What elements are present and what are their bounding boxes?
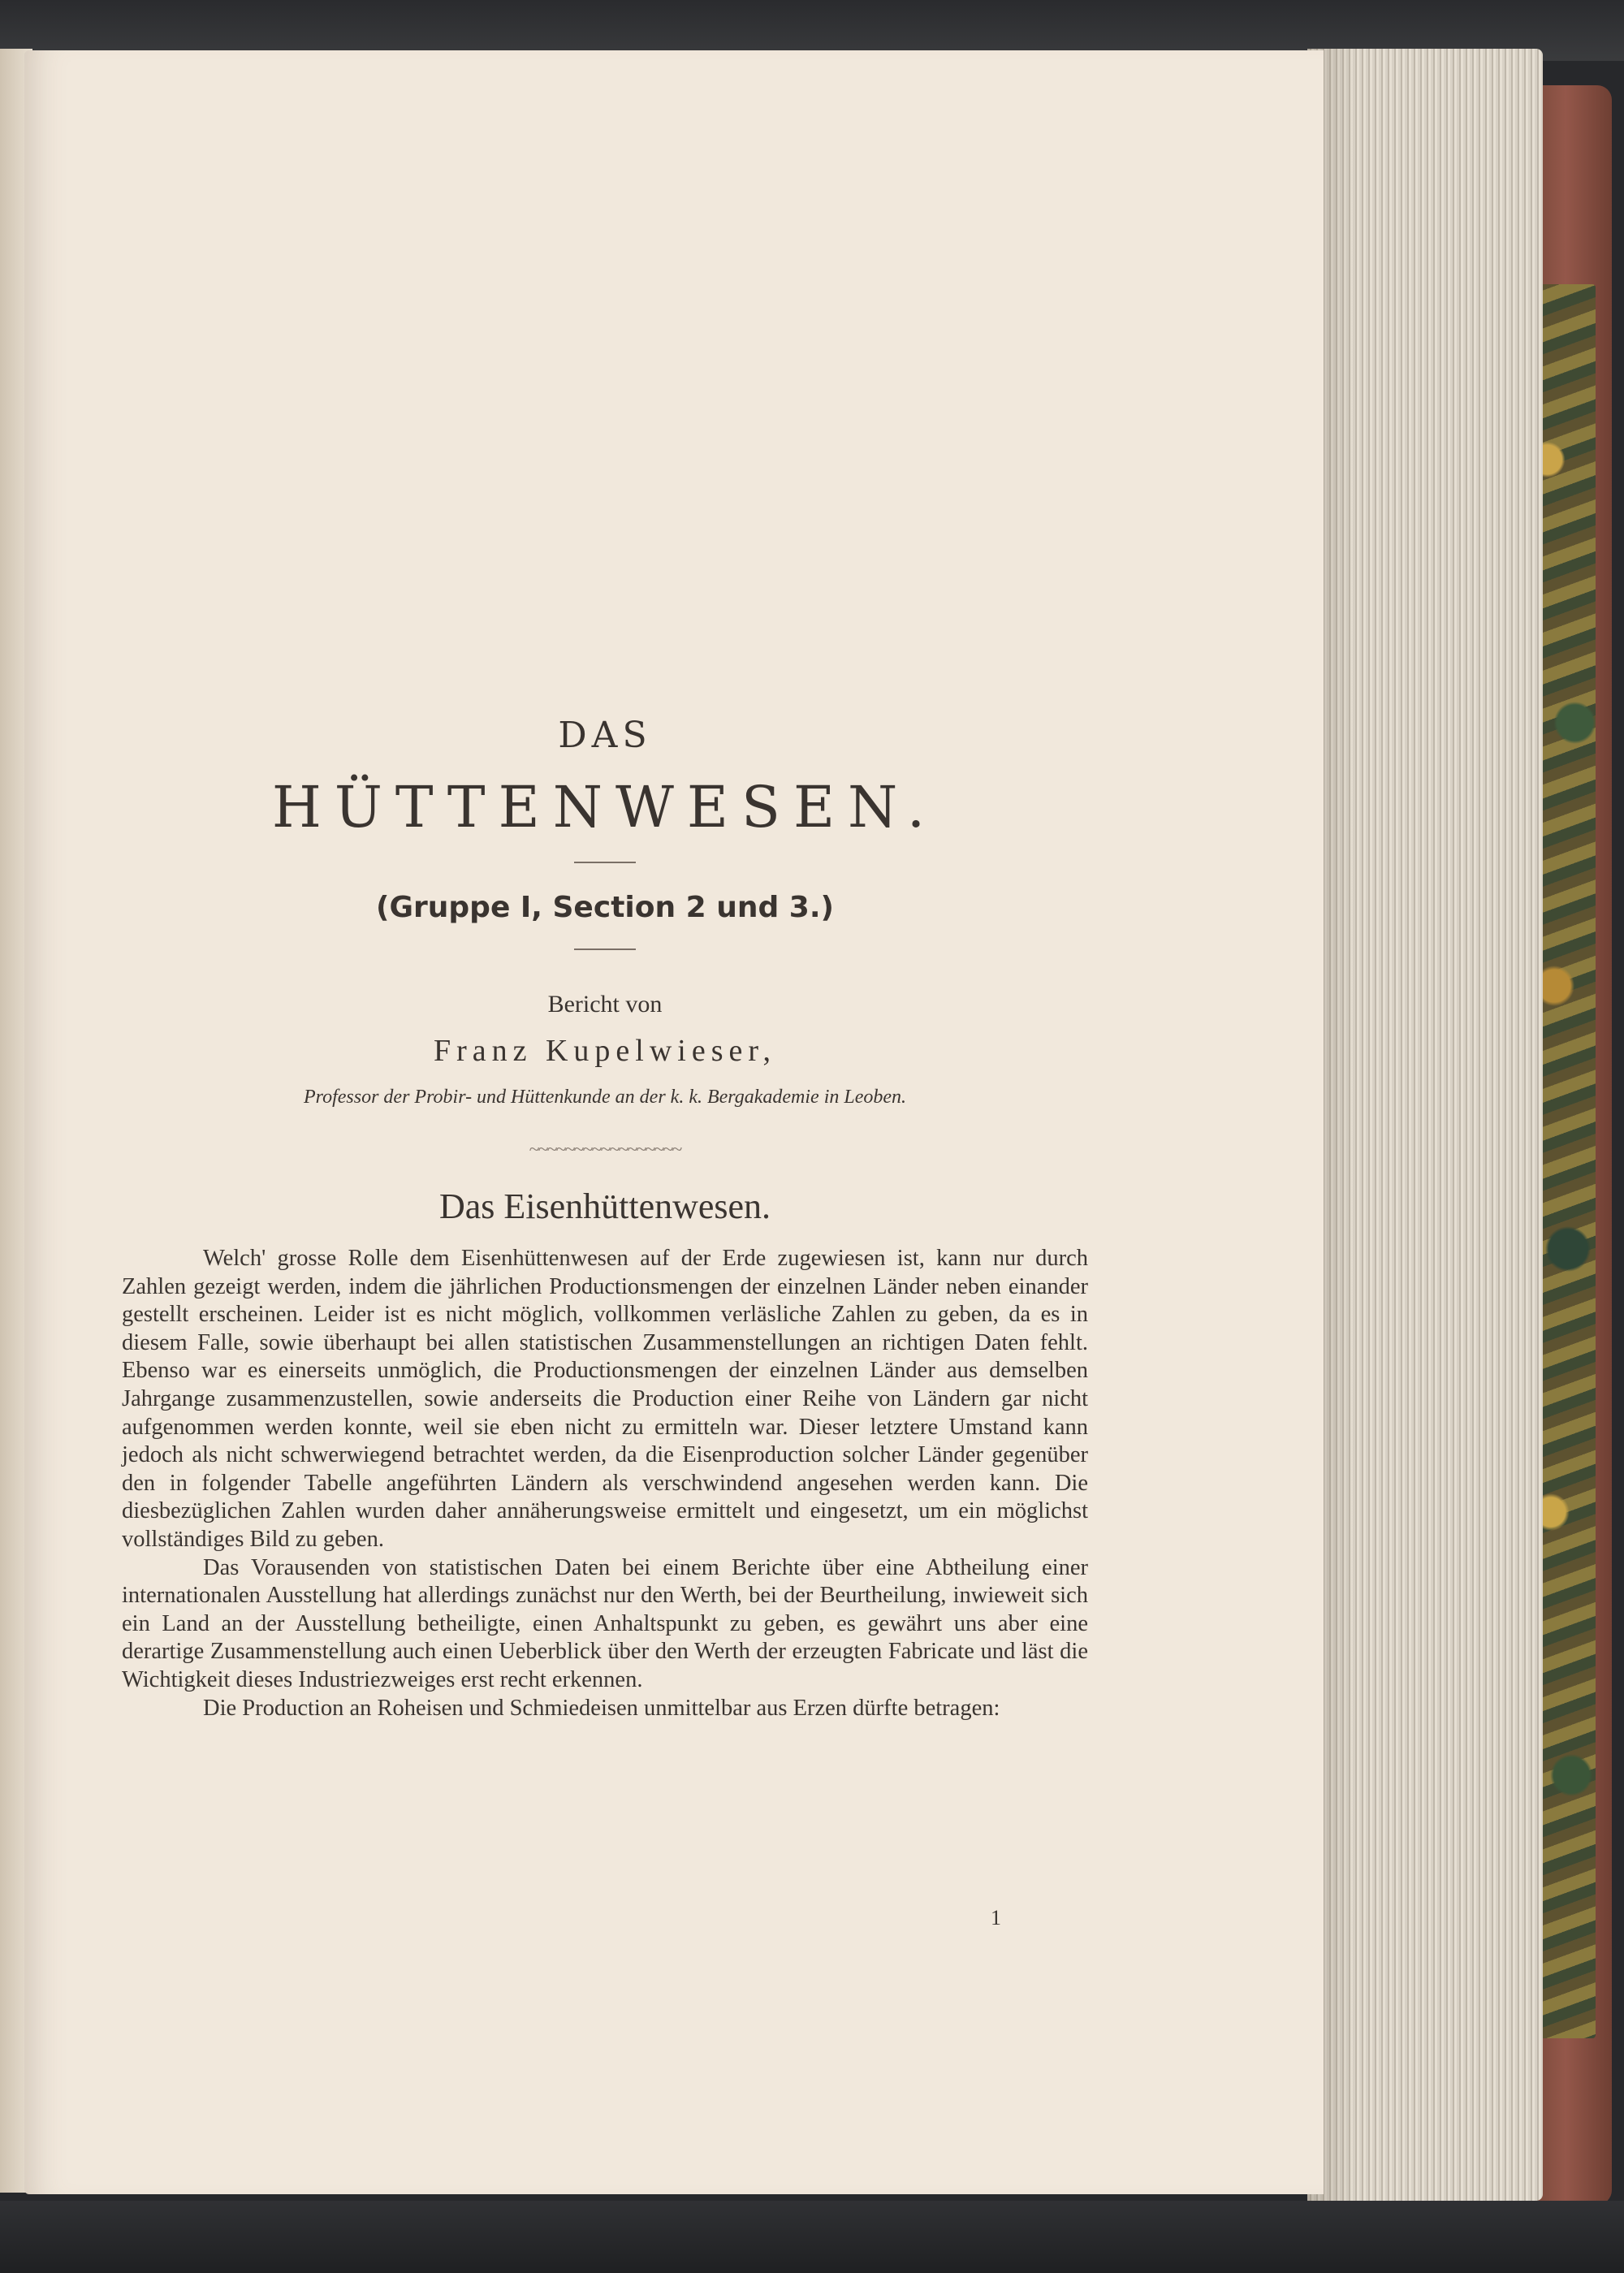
section-heading: Das Eisenhüttenwesen. xyxy=(438,1186,771,1226)
paragraph: Die Production an Roheisen und Schmiedeisen unmittelbar aus Erzen dürfte betragen: xyxy=(203,1695,1000,1721)
main-title: HÜTTENWESEN. xyxy=(271,774,939,840)
subtitle: (Gruppe I, Section 2 und 3.) xyxy=(376,891,834,924)
paragraph: Das Vorausenden von statistischen Daten bei einem Berichte über eine Abtheilung einer internationalen Ausstellung hat allerdings zunächst nur den Werth, bei der Beurtheilung, inwieweit sich ein Land an der Ausstellung betheiligte, einen Anhaltspunkt zu geben, es gewährt uns aber eine derartige Zusammenstellung auch einen Ueberblick über den Werth der erzeugten Fabricate und läst die Wichtigkeit dieses Industriezweiges erst recht erkennen. xyxy=(122,1554,1088,1692)
page-content xyxy=(122,715,1088,1722)
title-rule xyxy=(574,862,636,863)
subtitle-rule xyxy=(574,949,636,950)
author-name: Franz Kupelwieser, xyxy=(433,1034,777,1068)
page-edges xyxy=(1307,49,1543,2201)
background-bottom xyxy=(0,2201,1624,2273)
report-by: Bericht von xyxy=(547,991,663,1018)
author-title: Professor der Probir- und Hüttenkunde an der k. k. Bergakademie in Leoben. xyxy=(303,1087,907,1108)
body-text xyxy=(122,1245,1088,1722)
ornament-divider: ~~~~~~~~~~~~~~~~~ xyxy=(529,1139,681,1160)
title-das: DAS xyxy=(558,715,652,756)
page-number: 1 xyxy=(991,1906,1001,1929)
paragraph: Welch' grosse Rolle dem Eisenhüttenwesen auf der Erde zugewiesen ist, kann nur durch Zahlen gezeigt werden, indem die jährlichen Productionsmengen der einzelnen Länder neben einander gestellt erscheinen. Leider ist es nicht möglich, vollkommen verläsliche Zahlen zu geben, da es in diesem Falle, sowie überhaupt bei allen statistischen Zusammenstellungen an richtigen Daten fehlt. Ebenso war es einerseits unmöglich, die Productionsmengen der einzelnen Länder aus demselben Jahrgange zusammenzustellen, sowie anderseits die Production einer Reihe von Ländern gar nicht aufgenommen werden konnte, weil sie eben nicht zu ermitteln war. Dieser letztere Umstand kann jedoch als nicht schwerwiegend betrachtet werden, da die Eisenproduction solcher Länder gegenüber den in folgender Tabelle angeführten Ländern als verschwindend angesehen werden kann. Die diesbezüglichen Zahlen wurden daher annäherungsweise ermittelt und eingesetzt, um ein möglichst vollständiges Bild zu geben. xyxy=(122,1246,1088,1552)
